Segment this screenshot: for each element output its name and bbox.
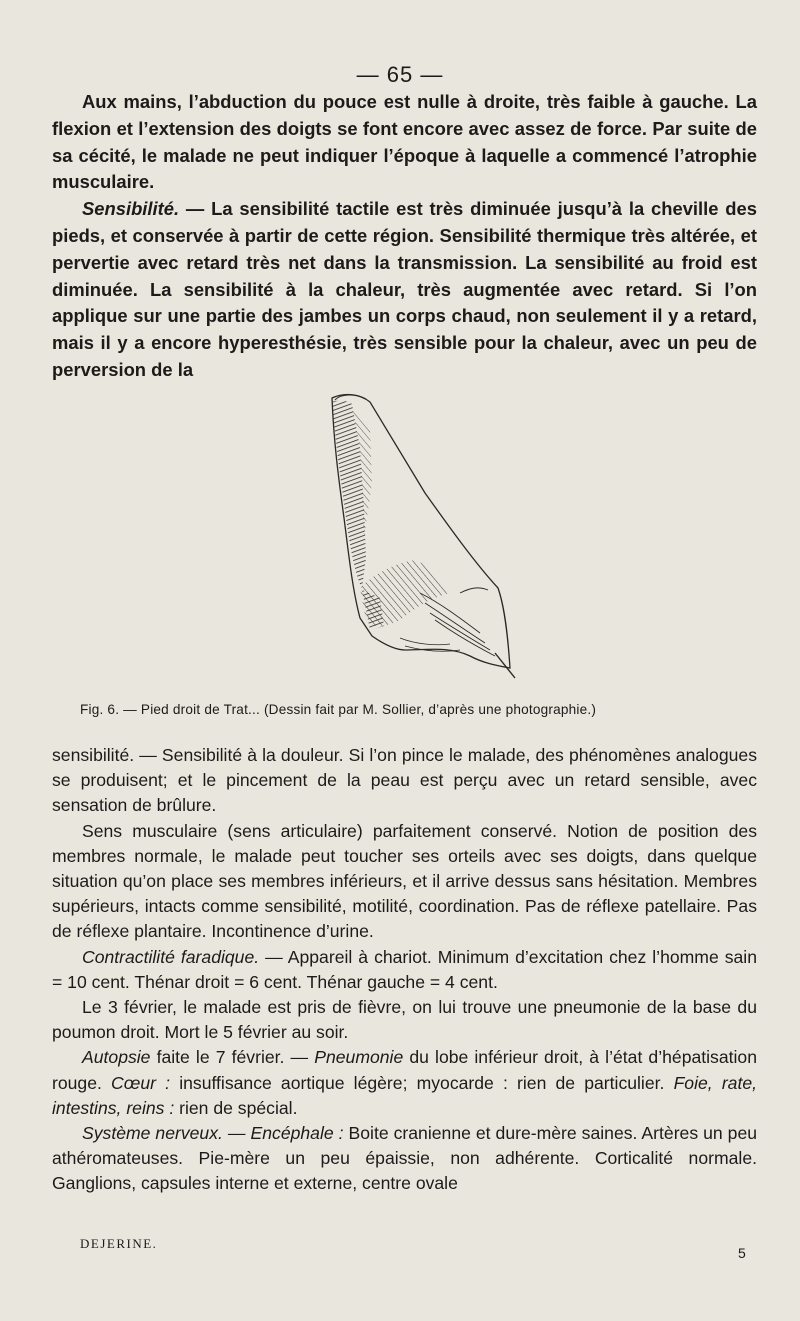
paragraph-mains: Aux mains, l’abduction du pouce est nulle à droite, très faible à gauche. La flexion et l’extension des doigts se font encore avec assez de force. Par suite de sa cécité, le malade ne peut indiquer l’époque à laquelle a commencé l’atrophie musculaire. xyxy=(52,91,757,193)
pneumonie-label: Pneumonie xyxy=(314,1047,404,1068)
sensibilite-label: Sensibilité. xyxy=(82,198,180,220)
printer-signature: DEJERINE. xyxy=(80,1236,158,1251)
page-number: — 65 — xyxy=(356,62,444,87)
contractilite-text: — Appareil à chariot. Minimum d’excitation chez l’homme sain = 10 cent. Thénar droit = 6 cent. Thénar gauche = 4 cent. xyxy=(52,946,757,992)
figure-caption: Fig. 6. — Pied droit de Trat... (Dessin fait par M. Sollier, d’après une photographie.) xyxy=(80,702,597,717)
autopsie-text-c: insuffisance aortique légère; myocarde : rien de particulier. xyxy=(179,1072,665,1093)
systeme-nerveux-label: Système nerveux. — xyxy=(82,1123,246,1144)
top-text-block xyxy=(52,89,757,384)
signature-number: 5 xyxy=(738,1245,746,1261)
foie-label: Foie, rate, intestins, reins : xyxy=(52,1072,758,1118)
paragraph-autopsie xyxy=(52,1045,757,1121)
sensibilite-dash: — xyxy=(185,198,205,220)
paragraph-douleur: sensibilité. — Sensibilité à la douleur. Si l’on pince le malade, des phénomènes analogues se produisent; et le pincement de la peau est perçu avec un retard sensible, avec sensation de brûlure. xyxy=(52,745,757,816)
sensibilite-text: La sensibilité tactile est très diminuée jusqu’à la cheville des pieds, et conservée à partir de cette région. Sensibilité thermique très altérée, et pervertie avec retard très net dans la transmission. La sensibilité au froid est diminuée. La sensibilité à la chaleur, très augmentée avec retard. Si l’on applique sur une partie des jambes un corps chaud, non seulement il y a retard, mais il y a encore hyperesthésie, très sensible pour la chaleur, avec un peu de perversion de la xyxy=(52,198,757,380)
autopsie-text-d: rien de spécial. xyxy=(179,1097,298,1118)
paragraph-fievre: Le 3 février, le malade est pris de fièvre, on lui trouve une pneumonie de la base du poumon droit. Mort le 5 février au soir. xyxy=(52,997,757,1043)
bottom-text-block xyxy=(52,743,757,1197)
paragraph-contractilite xyxy=(52,945,757,995)
paragraph-sens-musculaire: Sens musculaire (sens articulaire) parfaitement conservé. Notion de position des membres normale, le malade peut toucher ses orteils avec ses doigts, dans quelque situation qu’on place ses membres inférieurs, et il arrive dessus sans hésitation. Membres supérieurs, intacts comme sensibilité, motilité, coordination. Pas de réflexe patellaire. Pas de réflexe plantaire. Incontinence d’urine. xyxy=(52,820,757,942)
autopsie-label: Autopsie xyxy=(82,1047,151,1068)
paragraph-systeme-nerveux xyxy=(52,1121,757,1197)
systeme-nerveux-text: Boite cranienne et dure-mère saines. Artères un peu athéromateuses. Pie-mère un peu épaissie, non adhérente. Corticalité normale. Ganglions, capsules interne et externe, centre ovale xyxy=(52,1123,758,1194)
contractilite-label: Contractilité faradique. xyxy=(82,946,260,967)
coeur-label: Cœur : xyxy=(111,1072,171,1093)
foot-drawing-icon xyxy=(300,388,520,688)
foot-illustration xyxy=(300,388,520,688)
autopsie-text-b: du lobe inférieur droit, à l’état d’hépatisation rouge. xyxy=(52,1047,758,1093)
encephale-label: Encéphale : xyxy=(250,1123,344,1144)
autopsie-text-a: faite le 7 février. — xyxy=(156,1047,309,1068)
paragraph-sensibilite xyxy=(52,196,757,384)
